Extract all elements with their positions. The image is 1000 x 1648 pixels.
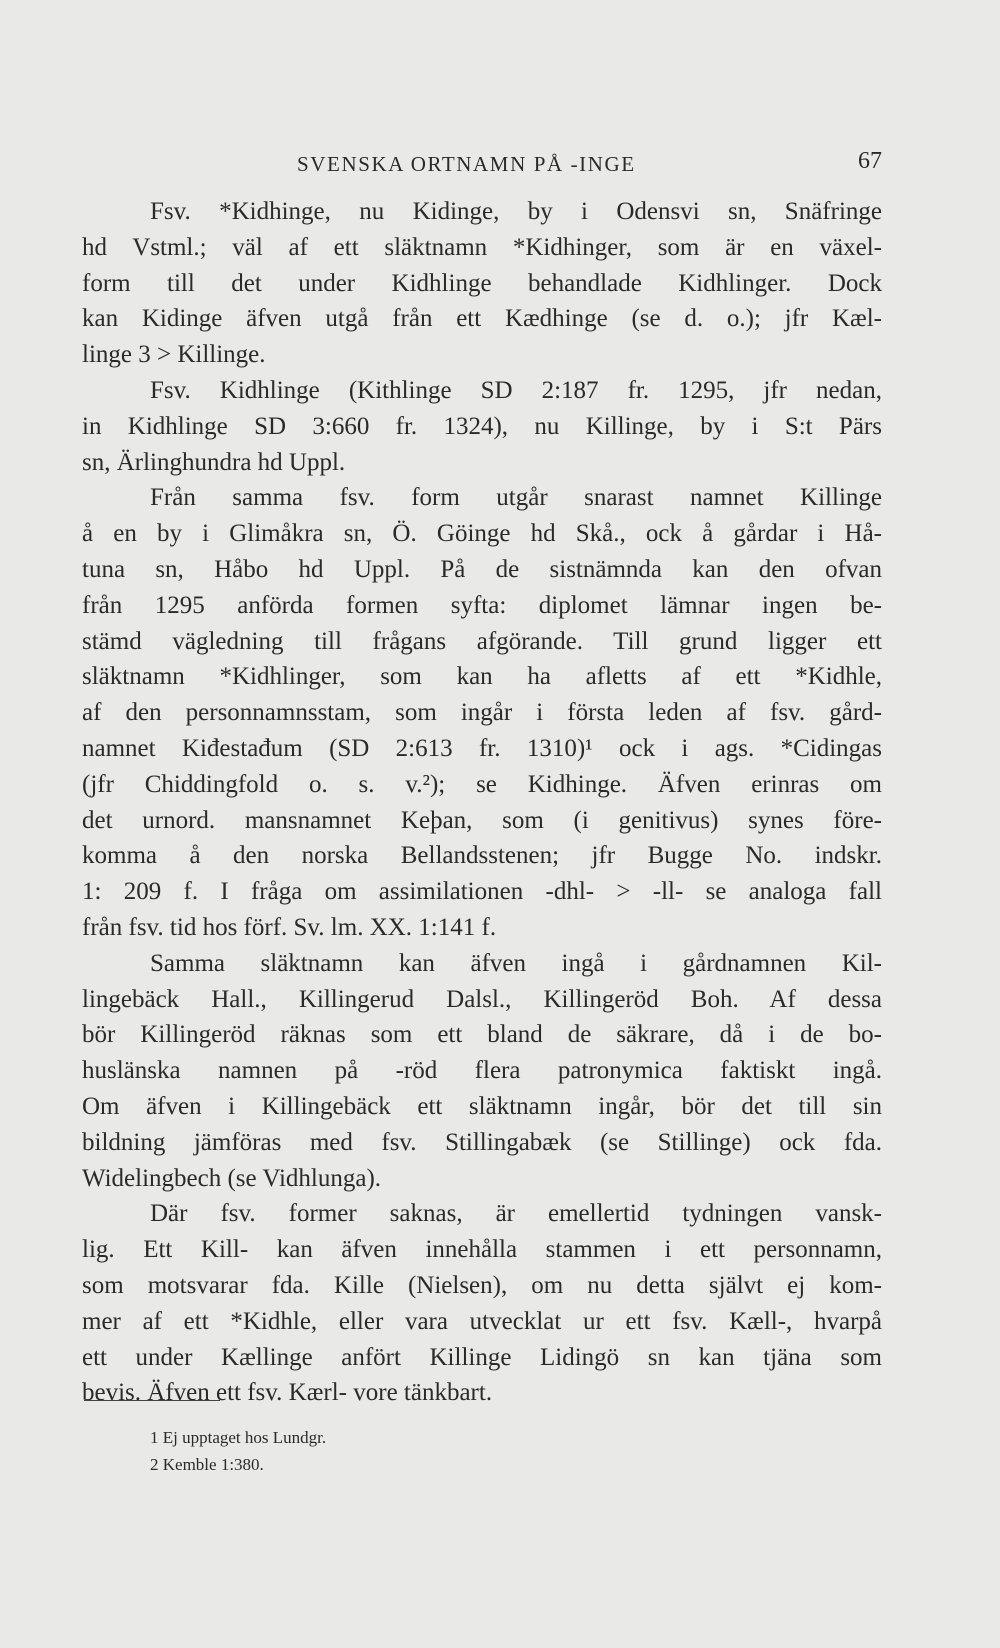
footnote-divider <box>84 1400 220 1401</box>
text-line: det urnord. mansnamnet Keþan, som (i genitivus) synes före- <box>82 806 882 834</box>
text-line: släktnamn *Kidhlinger, som kan ha afletts af ett *Kidhle, <box>82 663 882 691</box>
text-line: (jfr Chiddingfold o. s. v.²); se Kidhinge. Äfven erinras om <box>82 770 882 798</box>
text-line: linge 3 > Killinge. <box>82 341 266 369</box>
text-line: hd Vstml.; väl af ett släktnamn *Kidhinger, som är en växel- <box>82 233 882 261</box>
text-line: stämd vägledning till frågans afgörande. Till grund ligger ett <box>82 627 882 655</box>
footnote-1: 1 Ej upptaget hos Lundgr. <box>150 1428 327 1447</box>
text-line: Om äfven i Killingebäck ett släktnamn ingår, bör det till sin <box>82 1092 882 1120</box>
running-title: SVENSKA ORTNAMN PÅ -INGE <box>297 152 636 176</box>
text-line: bildning jämföras med fsv. Stillingabæk (se Stillinge) ock fda. <box>82 1128 882 1156</box>
page-header <box>82 148 882 184</box>
text-line: kan Kidinge äfven utgå från ett Kædhinge (se d. o.); jfr Kæl- <box>82 305 882 333</box>
text-line: från 1295 anförda formen syfta: diplomet lämnar ingen be- <box>82 591 882 619</box>
text-line: bör Killingeröd räknas som ett bland de säkrare, då i de bo- <box>82 1021 882 1049</box>
text-line: form till det under Kidhlinge behandlade Kidhlinger. Dock <box>82 269 882 297</box>
text-line: Widelingbech (se Vidhlunga). <box>82 1164 382 1192</box>
text-line: tuna sn, Håbo hd Uppl. På de sistnämnda kan den ofvan <box>82 555 882 583</box>
text-line: sn, Ärlinghundra hd Uppl. <box>82 448 346 476</box>
page-number: 67 <box>858 148 882 174</box>
text-line: Från samma fsv. form utgår snarast namnet Killinge <box>150 484 882 512</box>
text-line: Fsv. Kidhlinge (Kithlinge SD 2:187 fr. 1295, jfr nedan, <box>150 376 882 404</box>
text-line: Samma släktnamn kan äfven ingå i gårdnamnen Kil- <box>150 949 882 977</box>
text-line: å en by i Glimåkra sn, Ö. Göinge hd Skå., ock å gårdar i Hå- <box>82 520 882 548</box>
text-line: från fsv. tid hos förf. Sv. lm. XX. 1:141 f. <box>82 913 497 941</box>
text-line: lig. Ett Kill- kan äfven innehålla stammen i ett personnamn, <box>82 1236 882 1264</box>
text-line: som motsvarar fda. Kille (Nielsen), om nu detta självt ej kom- <box>82 1271 882 1299</box>
text-line: af den personnamnsstam, som ingår i första leden af fsv. gård- <box>82 699 882 727</box>
footnotes <box>150 1424 326 1478</box>
text-line: komma å den norska Bellandsstenen; jfr Bugge No. indskr. <box>82 842 882 870</box>
text-line: in Kidhlinge SD 3:660 fr. 1324), nu Killinge, by i S:t Pärs <box>82 412 882 440</box>
text-line: mer af ett *Kidhle, eller vara utvecklat ur ett fsv. Kæll-, hvarpå <box>82 1307 882 1335</box>
text-line: namnet Kiđestađum (SD 2:613 fr. 1310)¹ ock i ags. *Cidingas <box>82 734 882 762</box>
text-line: bevis. Äfven ett fsv. Kærl- vore tänkbart. <box>82 1379 493 1407</box>
text-line: Där fsv. former saknas, är emellertid tydningen vansk- <box>150 1200 882 1228</box>
text-line: Fsv. *Kidhinge, nu Kidinge, by i Odensvi sn, Snäfringe <box>150 198 882 225</box>
footnote-2: 2 Kemble 1:380. <box>150 1455 264 1474</box>
text-line: 1: 209 f. I fråga om assimilationen -dhl- > -ll- se analoga fall <box>82 878 882 906</box>
text-line: huslänska namnen på -röd flera patronymica faktiskt ingå. <box>82 1057 882 1085</box>
text-line: lingebäck Hall., Killingerud Dalsl., Killingeröd Boh. Af dessa <box>82 985 882 1013</box>
text-line: ett under Kællinge anfört Killinge Lidingö sn kan tjäna som <box>82 1343 882 1371</box>
body-text <box>82 194 882 1411</box>
